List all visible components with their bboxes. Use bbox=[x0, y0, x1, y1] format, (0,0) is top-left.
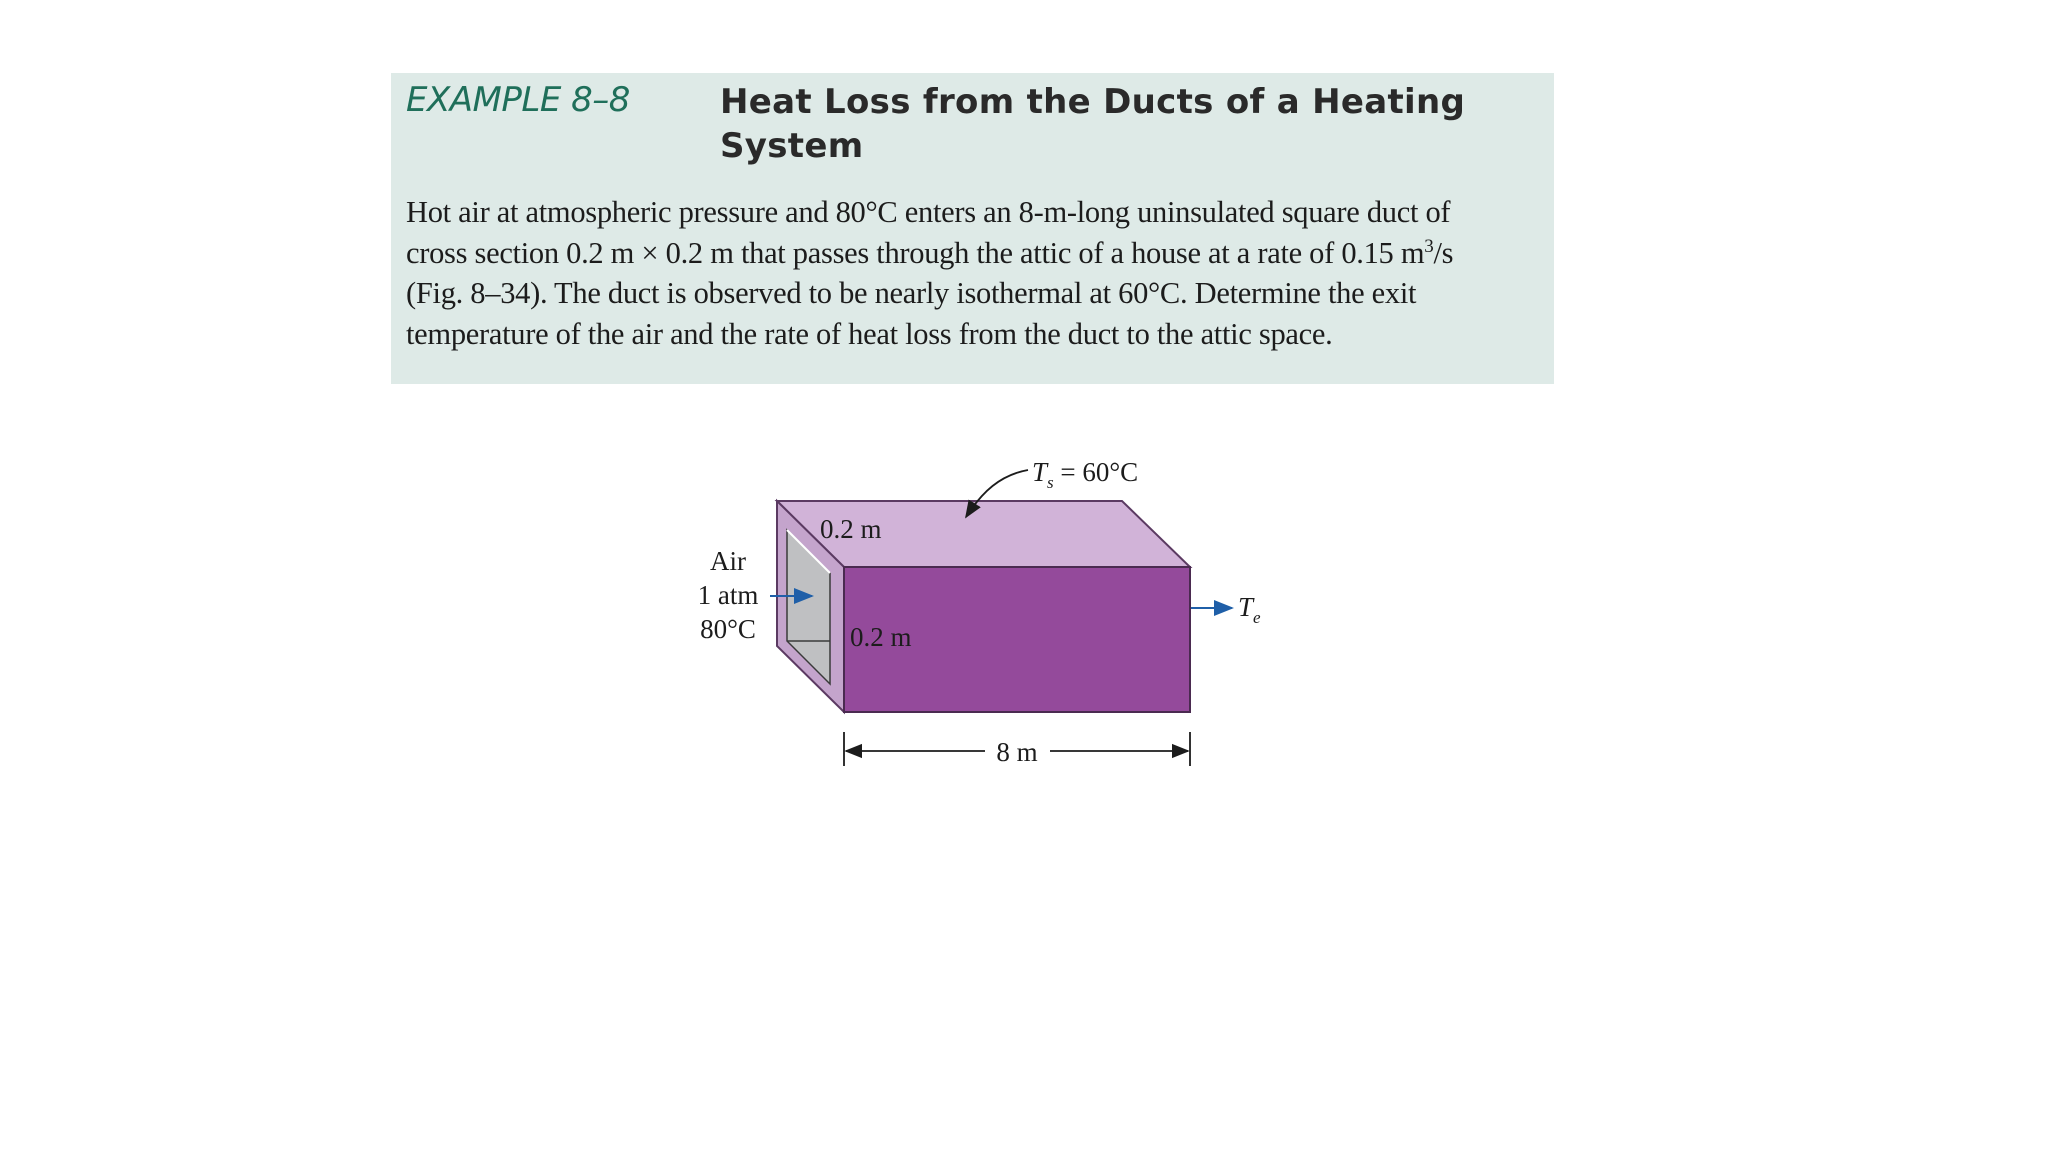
example-body-line-2b: /s bbox=[1433, 235, 1454, 270]
example-title: Heat Loss from the Ducts of a Heating System bbox=[720, 82, 1466, 166]
length-label: 8 m bbox=[996, 737, 1038, 767]
inlet-label-temp: 80°C bbox=[700, 614, 756, 644]
example-body-line-2a: cross section 0.2 m × 0.2 m that passes through the attic of a house at a rate of 0.15 m bbox=[406, 235, 1425, 270]
height-label: 0.2 m bbox=[850, 622, 912, 652]
example-body-line-4: temperature of the air and the rate of heat loss from the duct to the attic space. bbox=[406, 316, 1333, 351]
exit-temp-label: $T_e$ bbox=[1238, 592, 1261, 627]
inlet-label-pressure: 1 atm bbox=[697, 580, 759, 610]
example-body-line-3: (Fig. 8–34). The duct is observed to be nearly isothermal at 60°C. Determine the exit bbox=[406, 276, 1417, 310]
width-label: 0.2 m bbox=[820, 514, 882, 544]
example-label: EXAMPLE 8–8 bbox=[406, 80, 630, 120]
surface-temp-label: $T_s = 60^\circ C$ bbox=[1032, 457, 1139, 492]
example-body-line-2-sup: 3 bbox=[1424, 235, 1434, 257]
inlet-label-air: Air bbox=[710, 546, 746, 576]
example-body-line-1: Hot air at atmospheric pressure and 80°C enters an 8-m-long uninsulated square duct of bbox=[406, 195, 1451, 229]
